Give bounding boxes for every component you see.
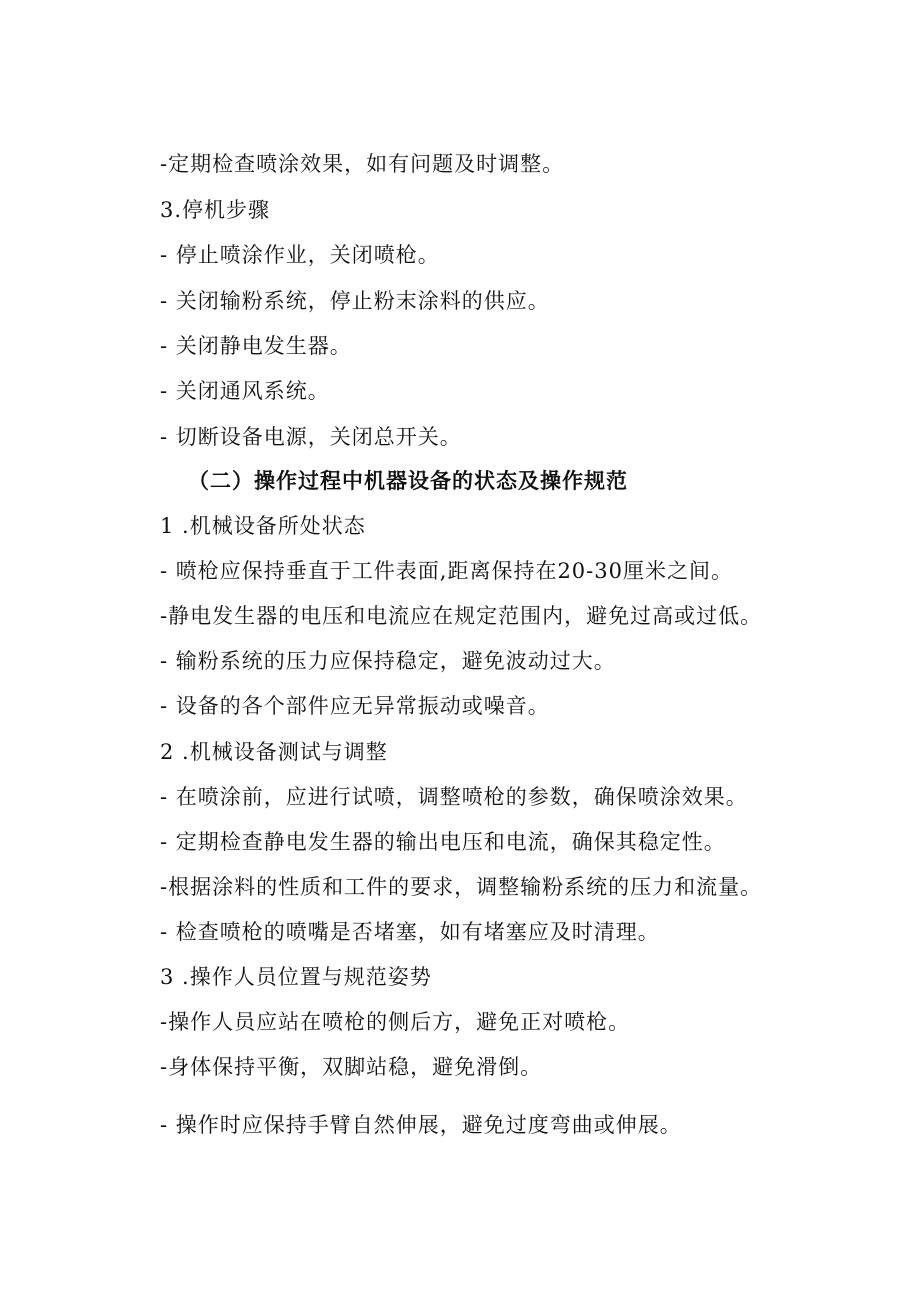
text-line: -操作人员应站在喷枪的侧后方，避免正对喷枪。 xyxy=(160,1010,631,1034)
text-line: - 关闭静电发生器。 xyxy=(160,334,352,358)
text-line: - 在喷涂前，应进行试喷，调整喷枪的参数，确保喷涂效果。 xyxy=(160,785,748,809)
text-line: -定期检查喷涂效果，如有问题及时调整。 xyxy=(160,152,565,176)
text-line: - 检查喷枪的喷嘴是否堵塞，如有堵塞应及时清理。 xyxy=(160,920,660,944)
text-line: - 停止喷涂作业，关闭喷枪。 xyxy=(160,243,440,267)
text-line: - 输粉系统的压力应保持稳定，避免波动过大。 xyxy=(160,649,616,673)
text-line: -静电发生器的电压和电流应在规定范围内，避免过高或过低。 xyxy=(160,604,763,628)
section-title-shutdown: 3.停机步骤 xyxy=(160,198,271,222)
subsection-title: 2 .机械设备测试与调整 xyxy=(160,740,388,764)
text-line: -根据涂料的性质和工件的要求，调整输粉系统的压力和流量。 xyxy=(160,875,763,899)
subsection-title: 3 .操作人员位置与规范姿势 xyxy=(160,965,432,989)
text-line: -身体保持平衡，双脚站稳，避免滑倒。 xyxy=(160,1055,543,1079)
text-line: - 切断设备电源，关闭总开关。 xyxy=(160,425,462,449)
text-line: - 喷枪应保持垂直于工件表面,距离保持在20-30厘米之间。 xyxy=(160,559,733,583)
section-heading: （二）操作过程中机器设备的状态及操作规范 xyxy=(188,468,628,493)
text-line: - 设备的各个部件应无异常振动或噪音。 xyxy=(160,694,550,718)
text-line: - 关闭通风系统。 xyxy=(160,379,330,403)
subsection-title: 1 .机械设备所处状态 xyxy=(160,514,366,538)
text-line: - 关闭输粉系统，停止粉末涂料的供应。 xyxy=(160,289,550,313)
text-line: - 定期检查静电发生器的输出电压和电流，确保其稳定性。 xyxy=(160,830,726,854)
text-line: - 操作时应保持手臂自然伸展，避免过度弯曲或伸展。 xyxy=(160,1113,682,1137)
